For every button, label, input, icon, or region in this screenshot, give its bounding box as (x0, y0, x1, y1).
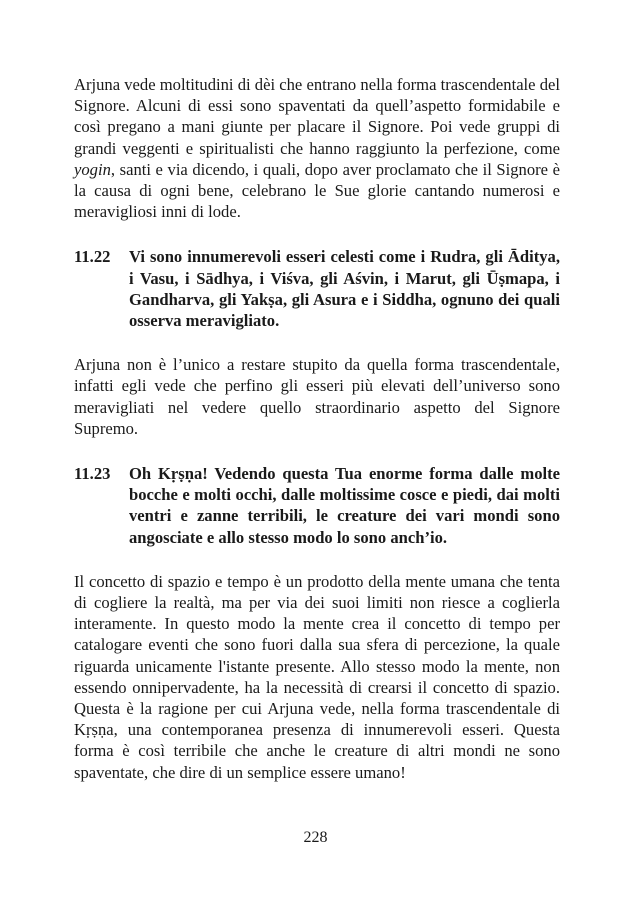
verse-11-22 (74, 246, 560, 331)
page-number: 228 (303, 829, 328, 846)
intro-italic-term: yogin (74, 159, 111, 179)
intro-text-part2: , santi e via dicendo, i quali, dopo aver proclamato che il Signore è la causa di ogni bene, celebrano le Sue glorie cantando numerosi e meravigliosi inni di lode. (74, 159, 560, 222)
verse-number: 11.22 (74, 247, 111, 267)
purport-11-22: Arjuna non è l’unico a restare stupito da quella forma trascendentale, infatti egli vede che perfino gli esseri più elevati dell’universo sono meravigliati nel vedere quello straordinario aspetto del Signore Supremo. (74, 355, 560, 438)
purport-11-23: Il concetto di spazio e tempo è un prodotto della mente umana che tenta di cogliere la realtà, ma per via dei suoi limiti non riesce a coglierla interamente. In questo modo la mente crea il concetto di tempo per catalogare eventi che sono fuori dalla sua sfera di percezione, la quale riguarda unicamente l'istante presente. Allo stesso modo la mente, non essendo onnipervadente, ha la necessità di crearsi il concetto di spazio. Questa è la ragione per cui Arjuna vede, nella forma trascendentale di Kṛṣṇa, una contemporanea presenza di innumerevoli esseri. Questa forma è così terribile che anche le creature di altri mondi ne sono spaventate, che dire di un semplice essere umano! (74, 571, 560, 782)
intro-text-part1: Arjuna vede moltitudini di dèi che entrano nella forma trascendentale del Signore. Alcuni di essi sono spaventati da quell’aspetto formidabile e così pregano a mani giunte per placare il Signore. Poi vede gruppi di grandi veggenti e spiritualisti che hanno raggiunto la perfezione, come (74, 75, 560, 158)
verse-text: Vi sono innumerevoli esseri celesti come i Rudra, gli Āditya, i Vasu, i Sādhya, i Viśva, gli Aśvin, i Marut, gli Ūṣmapa, i Gandharva, gli Yakṣa, gli Asura e i Siddha, ognuno dei quali osserva meravigliato. (129, 247, 560, 331)
verse-number: 11.23 (74, 464, 111, 484)
page-body (74, 74, 560, 783)
verse-text: Oh Kṛṣṇa! Vedendo questa Tua enorme forma dalle molte bocche e molti occhi, dalle moltissime cosce e piedi, dai molti ventri e zanne terribili, le creature dei vari mondi sono angosciate e allo stesso modo lo sono anch’io. (129, 464, 560, 547)
verse-11-23 (74, 463, 560, 548)
intro-paragraph (74, 74, 560, 222)
